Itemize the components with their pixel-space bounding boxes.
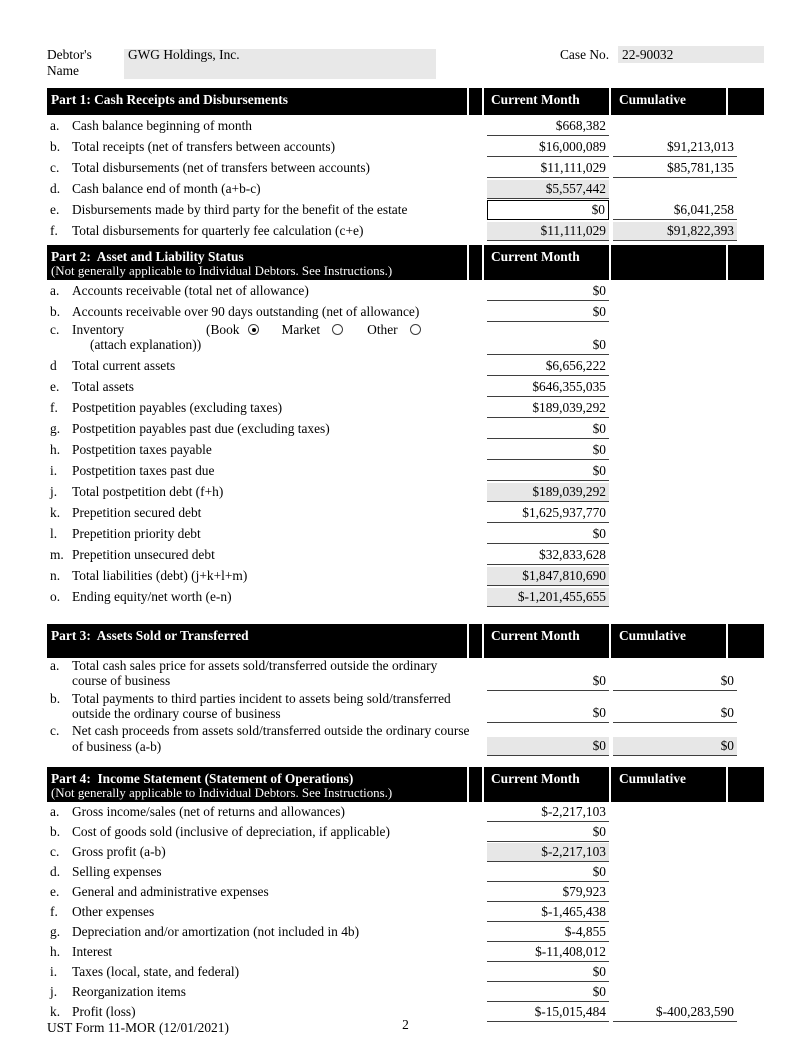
part2-d-cumulative-value	[613, 374, 737, 376]
part4-g-cumulative-value	[613, 940, 737, 942]
case-number-field[interactable]	[618, 46, 764, 63]
row-letter: a.	[50, 283, 60, 298]
row-label: Gross profit (a-b)	[72, 844, 166, 860]
part3-row-a	[47, 658, 764, 691]
row-label-wrap	[47, 421, 487, 439]
row-letter: i.	[50, 964, 58, 980]
row-label: Prepetition secured debt	[72, 504, 202, 520]
row-letter: b.	[50, 304, 61, 319]
row-label-wrap	[47, 223, 487, 241]
row-letter: k.	[50, 1004, 61, 1020]
row-letter: c.	[50, 160, 60, 175]
row-letter: k.	[50, 504, 61, 520]
row-label-wrap	[47, 526, 487, 544]
part4-e-cumulative-value	[613, 900, 737, 902]
row-label: Total disbursements (net of transfers between accounts)	[72, 160, 371, 175]
part4-g-current-month-value[interactable]: $-4,855	[487, 923, 609, 942]
part4-a-cumulative-value	[613, 820, 737, 822]
part1-rows	[47, 115, 764, 241]
part1-b-current-month-value[interactable]: $16,000,089	[487, 138, 609, 157]
part1-row-b	[47, 136, 764, 157]
row-label: Gross income/sales (net of returns and allowances)	[72, 804, 345, 820]
part4-j-current-month-value[interactable]: $0	[487, 983, 609, 1002]
part3-c-cumulative-value: $0	[613, 737, 737, 756]
row-label-wrap	[47, 658, 487, 691]
row-letter: n.	[50, 567, 61, 583]
part2-row-m	[47, 544, 764, 565]
row-label-wrap	[47, 804, 487, 822]
part2-b-current-month-value[interactable]: $0	[487, 303, 609, 322]
row-label: Total current assets	[72, 357, 176, 373]
row-label: Postpetition payables past due (excluding taxes)	[72, 420, 330, 436]
page-header	[47, 46, 764, 79]
row-letter: h.	[50, 441, 61, 457]
part4-i-current-month-value[interactable]: $0	[487, 963, 609, 982]
row-label: Cash balance beginning of month	[72, 118, 252, 133]
part4-row-e	[47, 882, 764, 902]
part1-d-cumulative-value	[613, 197, 737, 199]
row-label: Total assets	[72, 378, 134, 394]
part1-e-current-month-value[interactable]: $0	[487, 200, 609, 220]
part3-title: Part 3: Assets Sold or Transferred	[51, 627, 249, 643]
row-label: Cash balance end of month (a+b-c)	[72, 181, 261, 196]
row-letter: e.	[50, 378, 60, 394]
part2-header-spacer-cell	[469, 245, 482, 280]
part4-d-current-month-value[interactable]: $0	[487, 863, 609, 882]
part1-c-current-month-value[interactable]: $11,111,029	[487, 159, 609, 178]
part3-header-spacer-cell	[469, 624, 482, 658]
part4-row-g	[47, 922, 764, 942]
row-label: Total receipts (net of transfers between accounts)	[72, 139, 336, 154]
row-letter: j.	[50, 483, 58, 499]
part4-b-cumulative-value	[613, 840, 737, 842]
row-letter: j.	[50, 984, 58, 1000]
row-letter: m.	[50, 546, 64, 562]
row-label-wrap	[47, 691, 487, 724]
row-label	[72, 322, 487, 353]
column-header-current-month: Current Month	[484, 767, 609, 802]
row-label: Total disbursements for quarterly fee calculation (c+e)	[72, 223, 364, 238]
part4-d-cumulative-value	[613, 880, 737, 882]
part1-row-a	[47, 115, 764, 136]
part4-e-current-month-value[interactable]: $79,923	[487, 883, 609, 902]
part2-row-o	[47, 586, 764, 607]
part2-a-current-month-value[interactable]: $0	[487, 282, 609, 301]
part4-rows	[47, 802, 764, 1022]
row-label-wrap	[47, 824, 487, 842]
part2-c-current-month-value[interactable]: $0	[487, 336, 609, 355]
row-label-wrap	[47, 160, 487, 178]
row-letter: f.	[50, 904, 58, 920]
row-label-wrap	[47, 304, 487, 322]
row-label-wrap	[47, 442, 487, 460]
part2-header-label-cell	[47, 245, 467, 280]
part2-row-j	[47, 481, 764, 502]
part1-b-cumulative-value[interactable]: $91,213,013	[613, 138, 737, 157]
row-label: Ending equity/net worth (e-n)	[72, 588, 232, 604]
row-label-wrap	[47, 202, 487, 220]
row-letter: g.	[50, 924, 61, 940]
row-label-wrap	[47, 322, 487, 355]
column-header-cumulative	[611, 245, 726, 280]
row-label: Prepetition unsecured debt	[72, 546, 215, 562]
part2-e-current-month-value[interactable]: $646,355,035	[487, 378, 609, 397]
part2-f-cumulative-value	[613, 416, 737, 418]
row-letter: c.	[50, 844, 60, 860]
part4-row-i	[47, 962, 764, 982]
part1-row-d	[47, 178, 764, 199]
row-label-wrap	[47, 505, 487, 523]
row-label-wrap	[47, 118, 487, 136]
part2-n-current-month-value: $1,847,810,690	[487, 567, 609, 586]
part1-f-current-month-value: $11,111,029	[487, 222, 609, 241]
part4-row-a	[47, 802, 764, 822]
row-label-wrap	[47, 400, 487, 418]
row-label: Taxes (local, state, and federal)	[72, 964, 240, 980]
row-letter: e.	[50, 884, 60, 900]
part3-b-current-month-value[interactable]: $0	[487, 704, 609, 723]
row-label: Net cash proceeds from assets sold/transferred outside the ordinary course of business (a-b)	[72, 723, 470, 754]
part2-k-current-month-value[interactable]: $1,625,937,770	[487, 504, 609, 523]
part2-row-e	[47, 376, 764, 397]
row-label: Postpetition taxes past due	[72, 462, 215, 478]
part2-row-i	[47, 460, 764, 481]
row-letter: g.	[50, 420, 61, 436]
part1-row-c	[47, 157, 764, 178]
radio-option-market	[281, 322, 343, 337]
part2-n-cumulative-value	[613, 584, 737, 586]
part4-row-d	[47, 862, 764, 882]
row-label-wrap	[47, 723, 487, 756]
row-letter: b.	[50, 824, 61, 840]
part4-header-bar	[47, 767, 764, 802]
row-label-wrap	[47, 139, 487, 157]
part2-row-a	[47, 280, 764, 301]
part2-i-current-month-value[interactable]: $0	[487, 462, 609, 481]
column-header-current-month: Current Month	[484, 245, 609, 280]
part3-c-current-month-value: $0	[487, 737, 609, 756]
row-label: Other expenses	[72, 904, 155, 920]
row-letter: b.	[50, 690, 61, 706]
part4-h-cumulative-value	[613, 960, 737, 962]
row-label: Total postpetition debt (f+h)	[72, 483, 224, 499]
row-letter: o.	[50, 588, 61, 604]
part4-title: Part 4: Income Statement (Statement of Operations)	[51, 771, 354, 787]
row-label-wrap	[47, 283, 487, 301]
page-number: 2	[402, 1017, 409, 1032]
part4-header-end-cell	[728, 767, 764, 802]
debtor-name-value: GWG Holdings, Inc.	[128, 47, 240, 62]
row-letter: e.	[50, 202, 60, 217]
part4-f-current-month-value[interactable]: $-1,465,438	[487, 903, 609, 922]
radio-market[interactable]	[332, 324, 343, 335]
part4-row-j	[47, 982, 764, 1002]
part4-row-b	[47, 822, 764, 842]
part2-o-current-month-value: $-1,201,455,655	[487, 588, 609, 607]
part2-subtitle: (Not generally applicable to Individual Debtors. See Instructions.)	[51, 264, 393, 278]
row-label: Accounts receivable over 90 days outstanding (net of allowance)	[72, 304, 420, 319]
part4-h-current-month-value[interactable]: $-11,408,012	[487, 943, 609, 962]
part2-l-current-month-value[interactable]: $0	[487, 525, 609, 544]
row-label-wrap	[47, 379, 487, 397]
part2-j-cumulative-value	[613, 500, 737, 502]
row-letter: b.	[50, 139, 61, 154]
row-label: Accounts receivable (total net of allowance)	[72, 283, 309, 298]
row-letter: a.	[50, 118, 60, 133]
debtor-name-field[interactable]	[124, 49, 436, 79]
part4-b-current-month-value[interactable]: $0	[487, 823, 609, 842]
part3-a-current-month-value[interactable]: $0	[487, 672, 609, 691]
row-label: Selling expenses	[72, 864, 162, 880]
part3-header-label-cell	[47, 624, 467, 658]
part3-b-cumulative-value[interactable]: $0	[613, 704, 737, 723]
row-label: Postpetition taxes payable	[72, 441, 212, 457]
row-label: Prepetition priority debt	[72, 525, 201, 541]
debtor-name-label: Debtor's Name	[47, 47, 92, 78]
row-letter: d.	[50, 864, 61, 880]
part4-row-c	[47, 842, 764, 862]
part2-row-g	[47, 418, 764, 439]
part2-row-n	[47, 565, 764, 586]
row-label-wrap	[47, 904, 487, 922]
part4-subtitle: (Not generally applicable to Individual Debtors. See Instructions.)	[51, 786, 393, 801]
part2-d-current-month-value[interactable]: $6,656,222	[487, 357, 609, 376]
part4-k-current-month-value[interactable]: $-15,015,484	[487, 1003, 609, 1022]
radio-option-label-market: Market	[281, 322, 321, 337]
part3-a-cumulative-value[interactable]: $0	[613, 672, 737, 691]
part4-row-h	[47, 942, 764, 962]
part4-c-cumulative-value	[613, 860, 737, 862]
row-letter: h.	[50, 944, 61, 960]
part2-row-h	[47, 439, 764, 460]
row-label-wrap	[47, 589, 487, 607]
part1-header-label-cell	[47, 88, 467, 115]
radio-option-label-book: (Book	[206, 322, 240, 337]
row-label: Interest	[72, 944, 113, 960]
row-label: General and administrative expenses	[72, 884, 269, 900]
case-number-label: Case No.	[560, 47, 610, 62]
row-label: Disbursements made by third party for the benefit of the estate	[72, 202, 408, 217]
part2-row-k	[47, 502, 764, 523]
part1-a-cumulative-value	[613, 134, 737, 136]
part2-row-l	[47, 523, 764, 544]
part2-f-current-month-value[interactable]: $189,039,292	[487, 399, 609, 418]
part3-header-bar	[47, 624, 764, 658]
part3-rows	[47, 658, 764, 756]
part2-o-cumulative-value	[613, 605, 737, 607]
row-label-wrap	[47, 884, 487, 902]
row-label-wrap	[47, 844, 487, 862]
part4-i-cumulative-value	[613, 980, 737, 982]
part4-a-current-month-value[interactable]: $-2,217,103	[487, 803, 609, 822]
row-label: Total payments to third parties incident to assets being sold/transferred outside the ordinary course of business	[72, 690, 451, 722]
row-letter: a.	[50, 804, 60, 820]
part2-title: Part 2: Asset and Liability Status	[51, 249, 244, 264]
part1-d-current-month-value: $5,557,442	[487, 180, 609, 199]
part1-f-cumulative-value: $91,822,393	[613, 222, 737, 241]
part1-header-bar	[47, 88, 764, 115]
part3-row-c	[47, 723, 764, 756]
part2-j-current-month-value: $189,039,292	[487, 483, 609, 502]
row-label: Profit (loss)	[72, 1004, 136, 1020]
row-label: Postpetition payables (excluding taxes)	[72, 399, 283, 415]
column-header-cumulative: Cumulative	[611, 767, 726, 802]
part2-rows	[47, 280, 764, 607]
row-label-wrap	[47, 547, 487, 565]
row-letter: a.	[50, 657, 60, 673]
part1-header-spacer-cell	[469, 88, 482, 115]
row-letter: f.	[50, 223, 58, 238]
part1-row-e	[47, 199, 764, 220]
part2-header-end-cell	[728, 245, 764, 280]
row-label-wrap	[47, 924, 487, 942]
row-label-wrap	[47, 944, 487, 962]
attach-explanation-text: (attach explanation))	[90, 337, 202, 353]
part2-h-current-month-value[interactable]: $0	[487, 441, 609, 460]
part2-h-cumulative-value	[613, 458, 737, 460]
column-header-current-month: Current Month	[484, 624, 609, 658]
part2-m-current-month-value[interactable]: $32,833,628	[487, 546, 609, 565]
radio-option-book	[206, 322, 259, 337]
row-letter: i.	[50, 462, 58, 478]
part2-b-cumulative-value	[613, 320, 737, 322]
part3-row-b	[47, 691, 764, 724]
part1-a-current-month-value[interactable]: $668,382	[487, 117, 609, 136]
radio-other[interactable]	[410, 324, 421, 335]
part1-title: Part 1: Cash Receipts and Disbursements	[51, 92, 288, 107]
row-letter: d	[50, 357, 57, 373]
part2-row-b	[47, 301, 764, 322]
part2-k-cumulative-value	[613, 521, 737, 523]
part2-g-cumulative-value	[613, 437, 737, 439]
row-label-wrap	[47, 984, 487, 1002]
part2-a-cumulative-value	[613, 299, 737, 301]
part4-header-spacer-cell	[469, 767, 482, 802]
part2-row-f	[47, 397, 764, 418]
row-label: Cost of goods sold (inclusive of depreciation, if applicable)	[72, 824, 390, 840]
column-header-current-month: Current Month	[484, 88, 609, 115]
inventory-label: Inventory	[72, 322, 125, 337]
row-letter: d.	[50, 181, 61, 196]
row-label-wrap	[47, 181, 487, 199]
part1-c-cumulative-value[interactable]: $85,781,135	[613, 159, 737, 178]
part4-j-cumulative-value	[613, 1000, 737, 1002]
part1-header-end-cell	[728, 88, 764, 115]
row-label-wrap	[47, 864, 487, 882]
part1-row-f	[47, 220, 764, 241]
row-letter: c.	[50, 322, 60, 337]
part2-i-cumulative-value	[613, 479, 737, 481]
part2-row-c	[47, 322, 764, 355]
case-number-value: 22-90032	[622, 47, 674, 62]
row-label-wrap	[47, 484, 487, 502]
row-letter: f.	[50, 399, 58, 415]
radio-option-other	[367, 322, 421, 337]
page-footer	[47, 1017, 764, 1037]
radio-book-selected[interactable]	[248, 324, 259, 335]
part4-k-cumulative-value[interactable]: $-400,283,590	[613, 1003, 737, 1022]
row-label-wrap	[47, 463, 487, 481]
part2-m-cumulative-value	[613, 563, 737, 565]
part4-row-f	[47, 902, 764, 922]
part1-e-cumulative-value[interactable]: $6,041,258	[613, 201, 737, 220]
part3-header-end-cell	[728, 624, 764, 658]
row-label: Total cash sales price for assets sold/transferred outside the ordinary course of business	[72, 657, 438, 689]
part4-c-current-month-value: $-2,217,103	[487, 843, 609, 862]
part2-row-d	[47, 355, 764, 376]
row-letter: l.	[50, 525, 58, 541]
row-label: Depreciation and/or amortization (not included in 4b)	[72, 924, 360, 940]
column-header-cumulative: Cumulative	[611, 88, 726, 115]
row-label-wrap	[47, 568, 487, 586]
row-label-wrap	[47, 964, 487, 982]
part2-l-cumulative-value	[613, 542, 737, 544]
radio-option-label-other: Other	[367, 322, 398, 337]
form-parts-container	[47, 88, 764, 1022]
form-id-text: UST Form 11-MOR (12/01/2021)	[47, 1020, 229, 1035]
part2-e-cumulative-value	[613, 395, 737, 397]
column-header-cumulative: Cumulative	[611, 624, 726, 658]
part2-header-bar	[47, 245, 764, 280]
part2-g-current-month-value[interactable]: $0	[487, 420, 609, 439]
row-label: Total liabilities (debt) (j+k+l+m)	[72, 567, 248, 583]
row-letter: c.	[50, 723, 60, 739]
part4-f-cumulative-value	[613, 920, 737, 922]
part2-c-cumulative-value	[613, 353, 737, 355]
part4-header-label-cell	[47, 767, 467, 802]
row-label-wrap	[47, 358, 487, 376]
row-label: Reorganization items	[72, 984, 186, 1000]
